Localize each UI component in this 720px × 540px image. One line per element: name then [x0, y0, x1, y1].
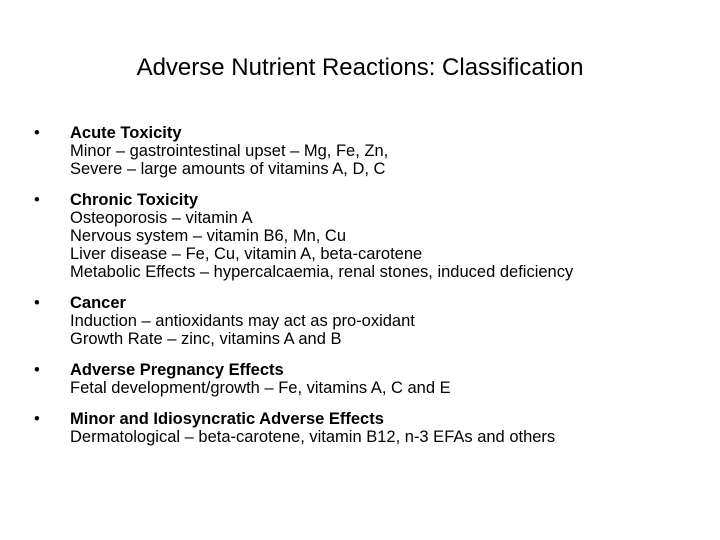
bullet-icon: • — [34, 124, 40, 142]
item-line: Metabolic Effects – hypercalcaemia, renal stones, induced deficiency — [70, 263, 574, 281]
item-line: Dermatological – beta-carotene, vitamin B12, n-3 EFAs and others — [70, 428, 556, 446]
bullet-icon: • — [34, 191, 40, 209]
item-line: Induction – antioxidants may act as pro-oxidant — [70, 312, 415, 330]
item-heading: Cancer — [70, 294, 126, 312]
item-heading: Minor and Idiosyncratic Adverse Effects — [70, 410, 384, 428]
item-line: Severe – large amounts of vitamins A, D, C — [70, 160, 386, 178]
bullet-list — [34, 124, 694, 459]
item-line: Liver disease – Fe, Cu, vitamin A, beta-carotene — [70, 245, 423, 263]
item-line: Nervous system – vitamin B6, Mn, Cu — [70, 227, 347, 245]
item-line: Fetal development/growth – Fe, vitamins A, C and E — [70, 379, 451, 397]
item-heading: Acute Toxicity — [70, 124, 182, 142]
list-item-chronic-toxicity — [34, 191, 694, 281]
item-heading: Chronic Toxicity — [70, 191, 199, 209]
list-item-cancer — [34, 294, 694, 348]
bullet-icon: • — [34, 361, 40, 379]
bullet-icon: • — [34, 294, 40, 312]
item-heading: Adverse Pregnancy Effects — [70, 361, 284, 379]
item-line: Minor – gastrointestinal upset – Mg, Fe, Zn, — [70, 142, 389, 160]
bullet-icon: • — [34, 410, 40, 428]
list-item-minor-idiosyncratic-effects — [34, 410, 694, 446]
slide-title: Adverse Nutrient Reactions: Classification — [136, 54, 584, 81]
item-line: Osteoporosis – vitamin A — [70, 209, 253, 227]
list-item-adverse-pregnancy-effects — [34, 361, 694, 397]
item-line: Growth Rate – zinc, vitamins A and B — [70, 330, 342, 348]
list-item-acute-toxicity — [34, 124, 694, 178]
